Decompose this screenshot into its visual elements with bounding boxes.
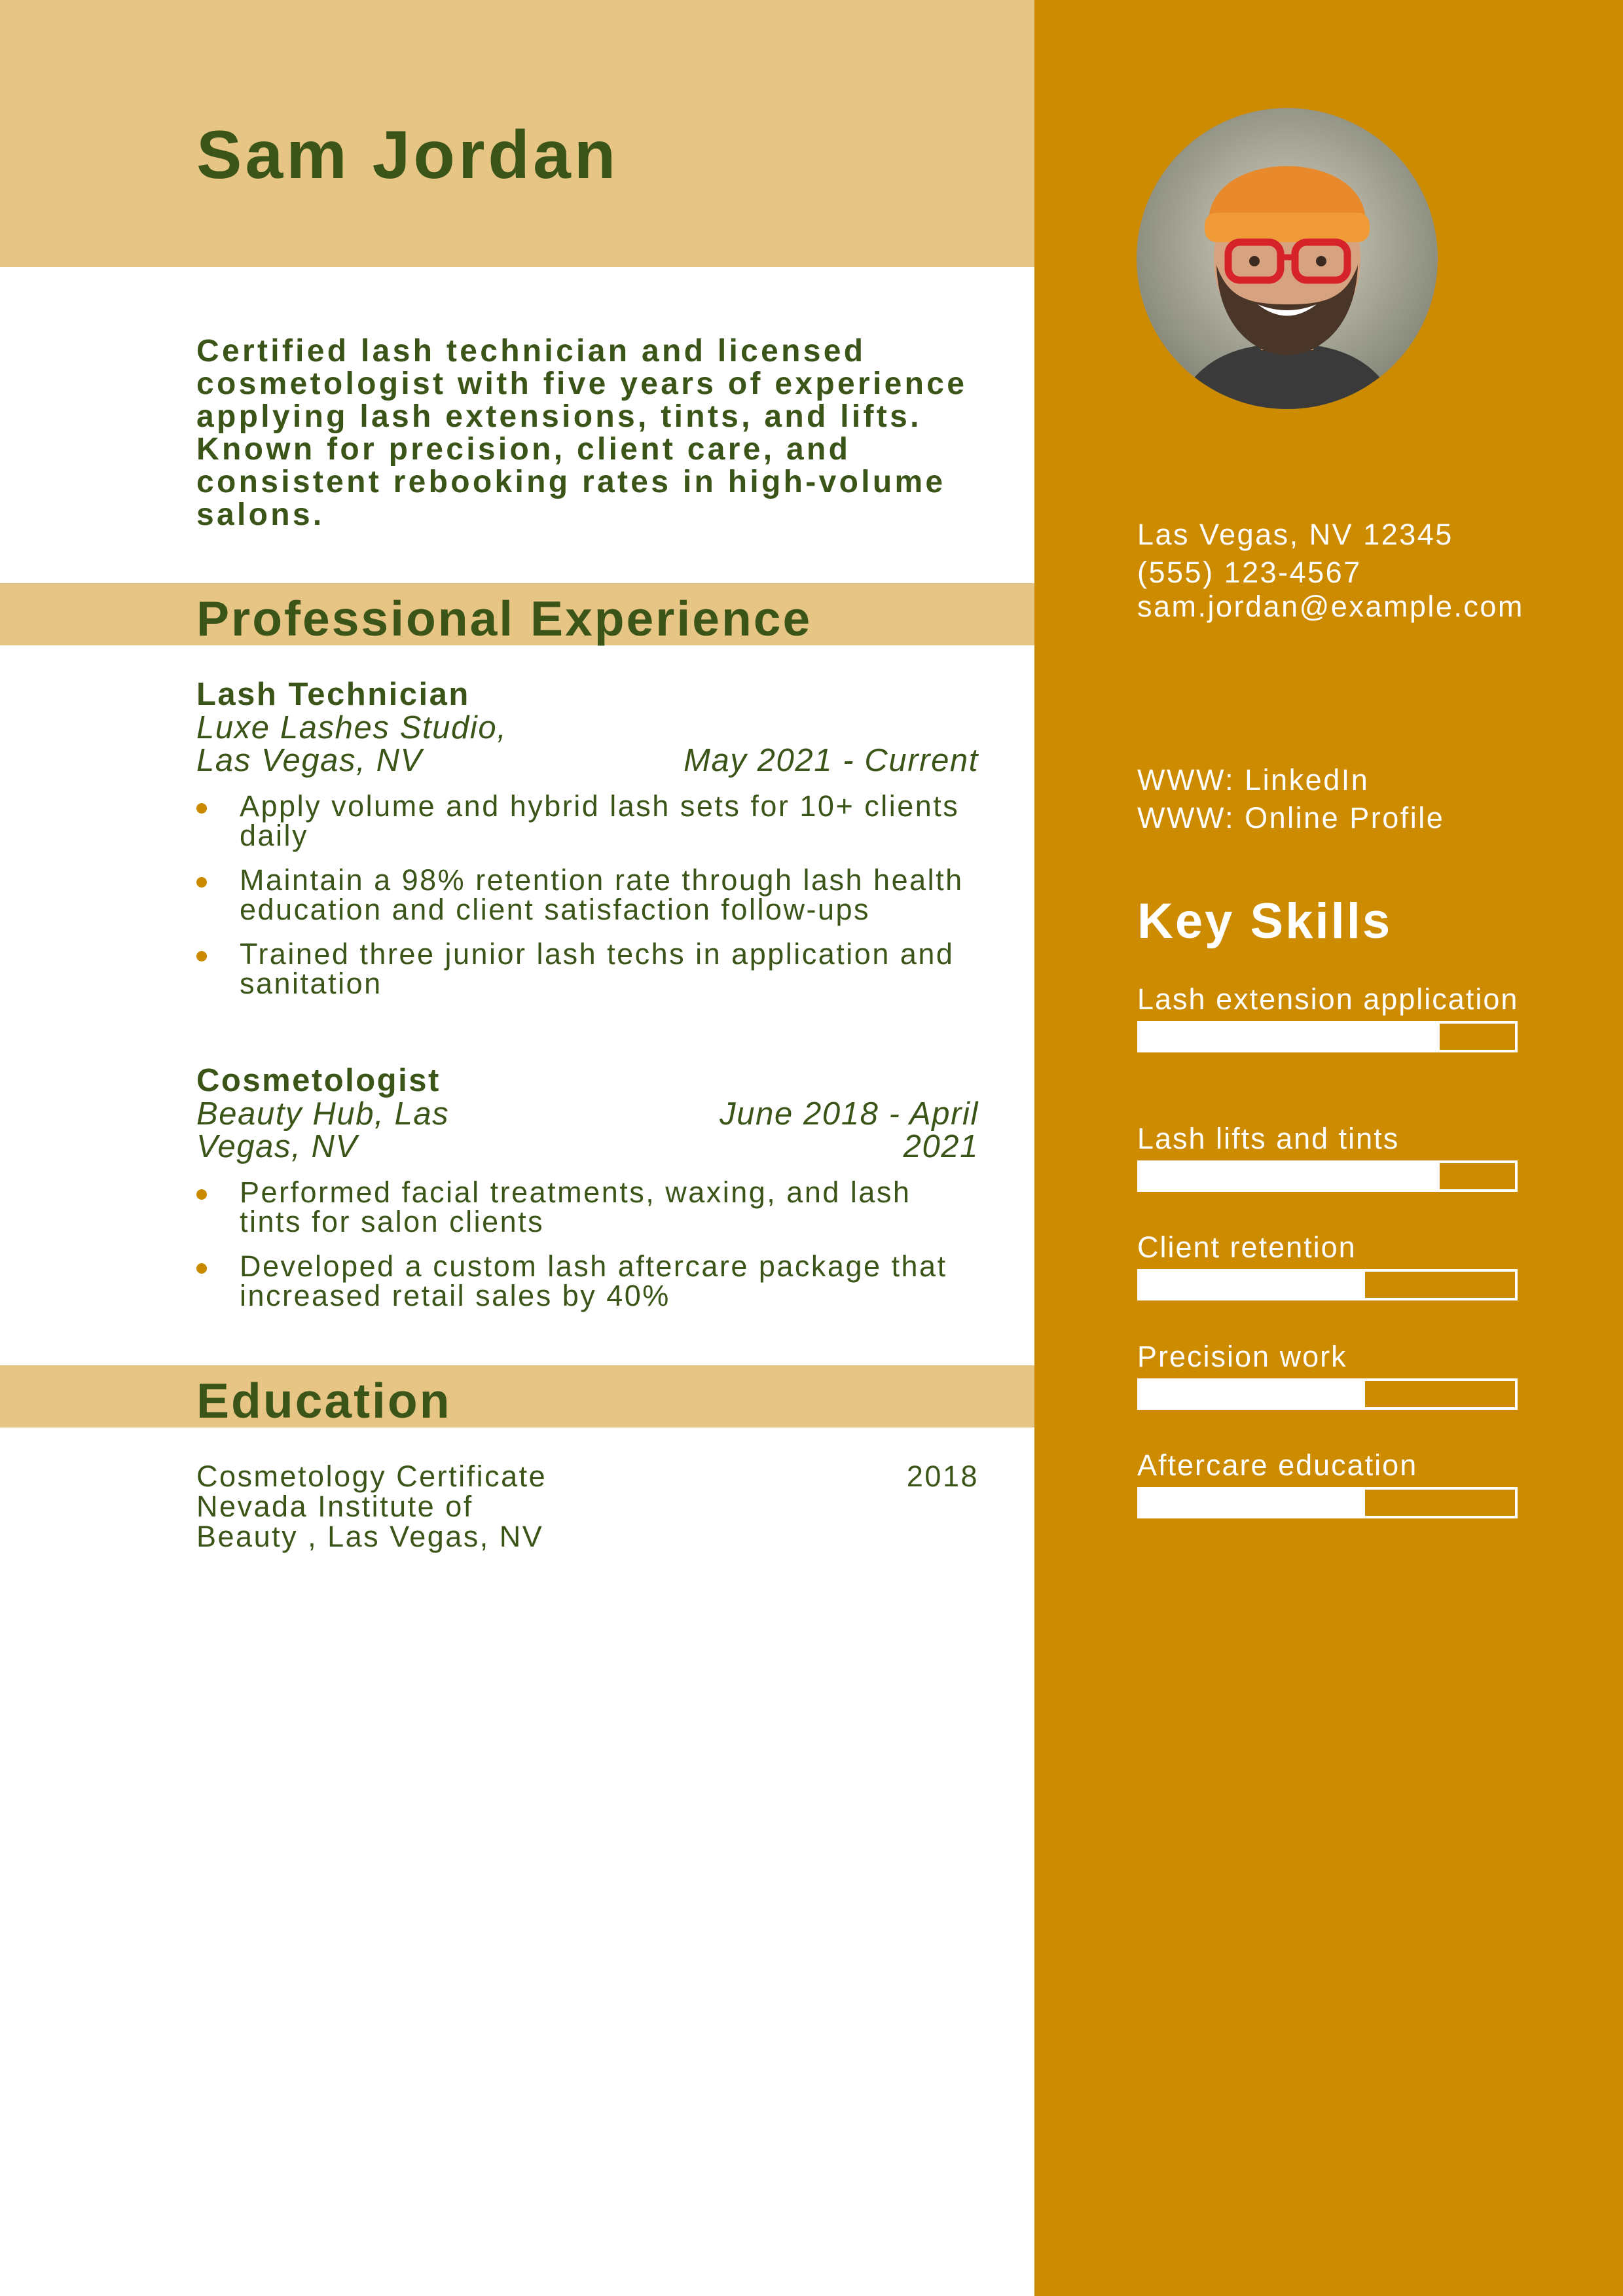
skill-item: [1137, 1450, 1520, 1518]
skill-label: Lash extension application: [1137, 982, 1519, 1016]
job-dates: June 2018 - April: [720, 1096, 979, 1132]
skill-bar-fill: [1140, 1272, 1365, 1298]
job-bullets: [196, 791, 979, 998]
skill-bar-fill: [1140, 1490, 1365, 1516]
contact-address: Las Vegas, NV 12345: [1137, 518, 1453, 551]
job-entry: [196, 1064, 979, 1325]
skill-bar-fill: [1140, 1024, 1440, 1050]
job-location: Vegas, NV: [196, 1129, 358, 1164]
bullet-dot-icon: [196, 877, 207, 888]
contact-links: [1137, 761, 1530, 837]
sidebar: [1034, 0, 1623, 2296]
contact-phone: (555) 123-4567: [1137, 556, 1362, 589]
education-heading: Education: [196, 1373, 452, 1428]
education-degree: Cosmetology Certificate: [196, 1460, 547, 1493]
skill-bar: [1137, 1021, 1518, 1052]
bullet-item: Performed facial treatments, waxing, and lash tints for salon clients: [196, 1177, 979, 1236]
skill-label: Aftercare education: [1137, 1448, 1418, 1482]
job-dates-end: 2021: [903, 1129, 979, 1164]
bullet-dot-icon: [196, 803, 207, 814]
skill-bar-fill: [1140, 1381, 1365, 1407]
skill-bar: [1137, 1269, 1518, 1300]
skill-item: [1137, 1232, 1520, 1300]
skill-bar: [1137, 1487, 1518, 1518]
job-company: Luxe Lashes Studio,: [196, 710, 507, 745]
bullet-item: Trained three junior lash techs in application and sanitation: [196, 939, 979, 998]
skill-item: [1137, 984, 1520, 1052]
bullet-item: Apply volume and hybrid lash sets for 10+ clients daily: [196, 791, 979, 850]
job-entry: [196, 677, 979, 1013]
bullet-item: Maintain a 98% retention rate through lash health education and client satisfaction follow-ups: [196, 865, 979, 924]
contact-email[interactable]: sam.jordan@example.com: [1137, 590, 1524, 623]
bullet-dot-icon: [196, 1189, 207, 1200]
professional-summary: Certified lash technician and licensed cosmetologist with five years of experience applying lash extensions, tints, and lifts. Known for precision, client care, and consistent rebooking rates in high-volume salons.: [196, 334, 968, 532]
job-title: Lash Technician: [196, 677, 470, 712]
job-bullets: [196, 1177, 979, 1310]
candidate-name: Sam Jordan: [196, 117, 619, 193]
skill-bar-fill: [1140, 1163, 1440, 1189]
linkedin-link[interactable]: WWW: LinkedIn: [1137, 763, 1370, 797]
job-company: Beauty Hub, Las: [196, 1096, 450, 1132]
bullet-item: Developed a custom lash aftercare package that increased retail sales by 40%: [196, 1251, 979, 1310]
skill-label: Precision work: [1137, 1340, 1347, 1373]
experience-heading: Professional Experience: [196, 591, 812, 646]
job-location: Las Vegas, NV: [196, 743, 423, 778]
education-band: [0, 1365, 1034, 1427]
bullet-dot-icon: [196, 1263, 207, 1274]
job-title: Cosmetologist: [196, 1063, 441, 1098]
skill-bar: [1137, 1378, 1518, 1410]
profile-photo-icon: [1137, 108, 1438, 409]
skill-label: Client retention: [1137, 1230, 1357, 1264]
skill-item: [1137, 1342, 1520, 1410]
bullet-dot-icon: [196, 951, 207, 961]
skills-heading: Key Skills: [1137, 893, 1393, 949]
skill-item: [1137, 1124, 1520, 1192]
job-dates: May 2021 - Current: [684, 743, 979, 778]
education-location: Beauty , Las Vegas, NV: [196, 1520, 544, 1553]
online-profile-link[interactable]: WWW: Online Profile: [1137, 801, 1445, 834]
contact-info: [1137, 516, 1530, 622]
education-entry: [196, 1462, 979, 1552]
avatar: [1137, 108, 1438, 409]
skill-bar: [1137, 1160, 1518, 1192]
skill-label: Lash lifts and tints: [1137, 1122, 1400, 1155]
education-year: 2018: [906, 1460, 979, 1493]
education-school: Nevada Institute of: [196, 1490, 473, 1523]
